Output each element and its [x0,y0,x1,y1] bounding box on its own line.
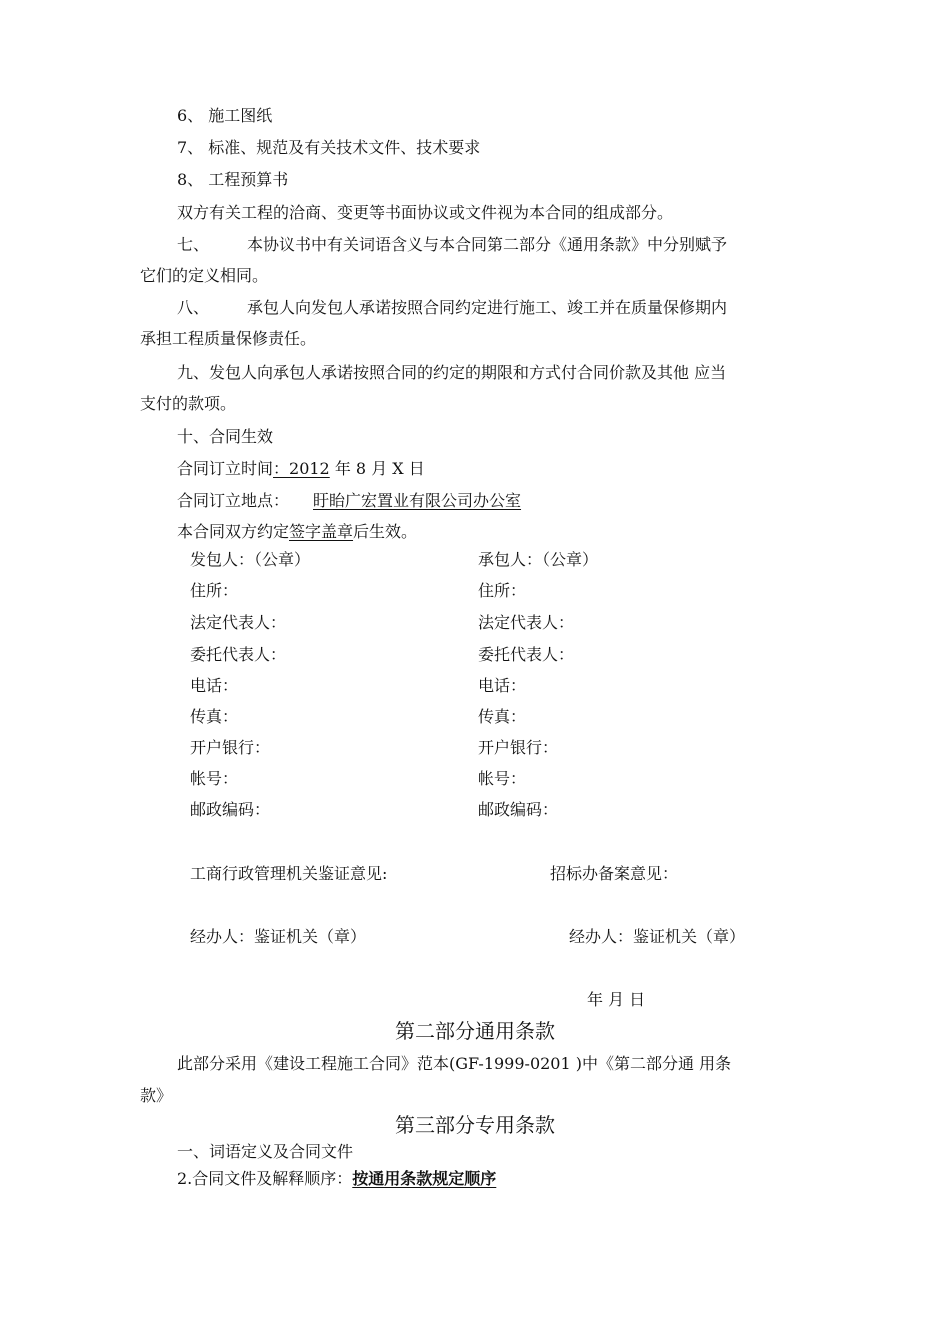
employer-phone-label: 电话： [190,676,239,695]
contract-place-label: 合同订立地点： [177,491,290,510]
contractor-bank-label: 开户银行： [478,738,559,757]
contractor-label: 承包人：（公章） [478,550,599,569]
employer-legal-rep-label: 法定代表人： [190,613,287,632]
clause-8-line-1 [177,298,727,318]
approval-date: 年 月 日 [587,990,646,1009]
employer-account-label: 帐号： [190,769,239,788]
clause-7-number: 七、 [177,235,210,254]
part-3-item-2-value: 按通用条款规定顺序 [352,1169,497,1188]
employer-address-label: 住所： [190,581,239,600]
part-2-line-2: 款》 [140,1086,173,1105]
contractor-account-label: 帐号： [478,769,527,788]
contract-effect-line [177,522,417,542]
contractor-fax-label: 传真： [478,707,527,726]
commerce-bureau-opinion-label: 工商行政管理机关鉴证意见: [190,864,388,883]
clause-9-line-1: 九、发包人向承包人承诺按照合同的约定的期限和方式付合同价款及其他 应当 [177,363,727,382]
contractor-legal-rep-label: 法定代表人： [478,613,575,632]
contract-place-value: 盱眙广宏置业有限公司办公室 [313,491,522,510]
effect-prefix: 本合同双方约定 [177,522,290,541]
contract-time-value: ：2012 [273,459,330,478]
employer-fax-label: 传真： [190,707,239,726]
list-item-6: 6、 施工图纸 [177,106,273,125]
clause-7-text: 本协议书中有关词语含义与本合同第二部分《通用条款》中分别赋予 [247,235,728,254]
contractor-agent-label: 委托代表人： [478,645,575,664]
right-handler-label: 经办人：鉴证机关（章） [569,927,746,946]
employer-postcode-label: 邮政编码： [190,800,271,819]
contract-place-line [177,491,521,511]
clause-8-line-2: 承担工程质量保修责任。 [140,329,317,348]
list-item-8: 8、 工程预算书 [177,170,289,189]
clause-8-number: 八、 [177,298,210,317]
employer-agent-label: 委托代表人： [190,645,287,664]
employer-bank-label: 开户银行： [190,738,271,757]
clause-7-line-1 [177,235,727,255]
contractor-phone-label: 电话： [478,676,527,695]
clause-8-text: 承包人向发包人承诺按照合同约定进行施工、竣工并在质量保修期内 [247,298,728,317]
negotiation-paragraph: 双方有关工程的洽商、变更等书面协议或文件视为本合同的组成部分。 [177,203,674,222]
tender-office-opinion-label: 招标办备案意见： [550,864,679,883]
part-2-line-1: 此部分采用《建设工程施工合同》范本(GF-1999-0201 )中《第二部分通 用条 [177,1054,732,1073]
part-2-title: 第二部分通用条款 [395,1019,555,1043]
effect-signature: 签字盖章 [289,522,354,541]
contract-time-label: 合同订立时间 [177,459,274,478]
contract-time-line [177,459,425,479]
contractor-address-label: 住所： [478,581,527,600]
left-handler-label: 经办人：鉴证机关（章） [190,927,367,946]
contract-time-rest: 年 8 月 X 日 [329,459,425,478]
part-3-item-2 [177,1169,496,1189]
part-3-item-1: 一、词语定义及合同文件 [177,1142,354,1161]
clause-10-heading: 十、合同生效 [177,427,274,446]
clause-7-line-2: 它们的定义相同。 [140,266,269,285]
part-3-title: 第三部分专用条款 [395,1113,555,1137]
part-3-item-2-label: 2.合同文件及解释顺序： [177,1169,353,1188]
employer-label: 发包人：（公章） [190,550,311,569]
list-item-7: 7、 标准、规范及有关技术文件、技术要求 [177,138,481,157]
clause-9-line-2: 支付的款项。 [140,394,237,413]
effect-suffix: 后生效。 [353,522,418,541]
contractor-postcode-label: 邮政编码： [478,800,559,819]
